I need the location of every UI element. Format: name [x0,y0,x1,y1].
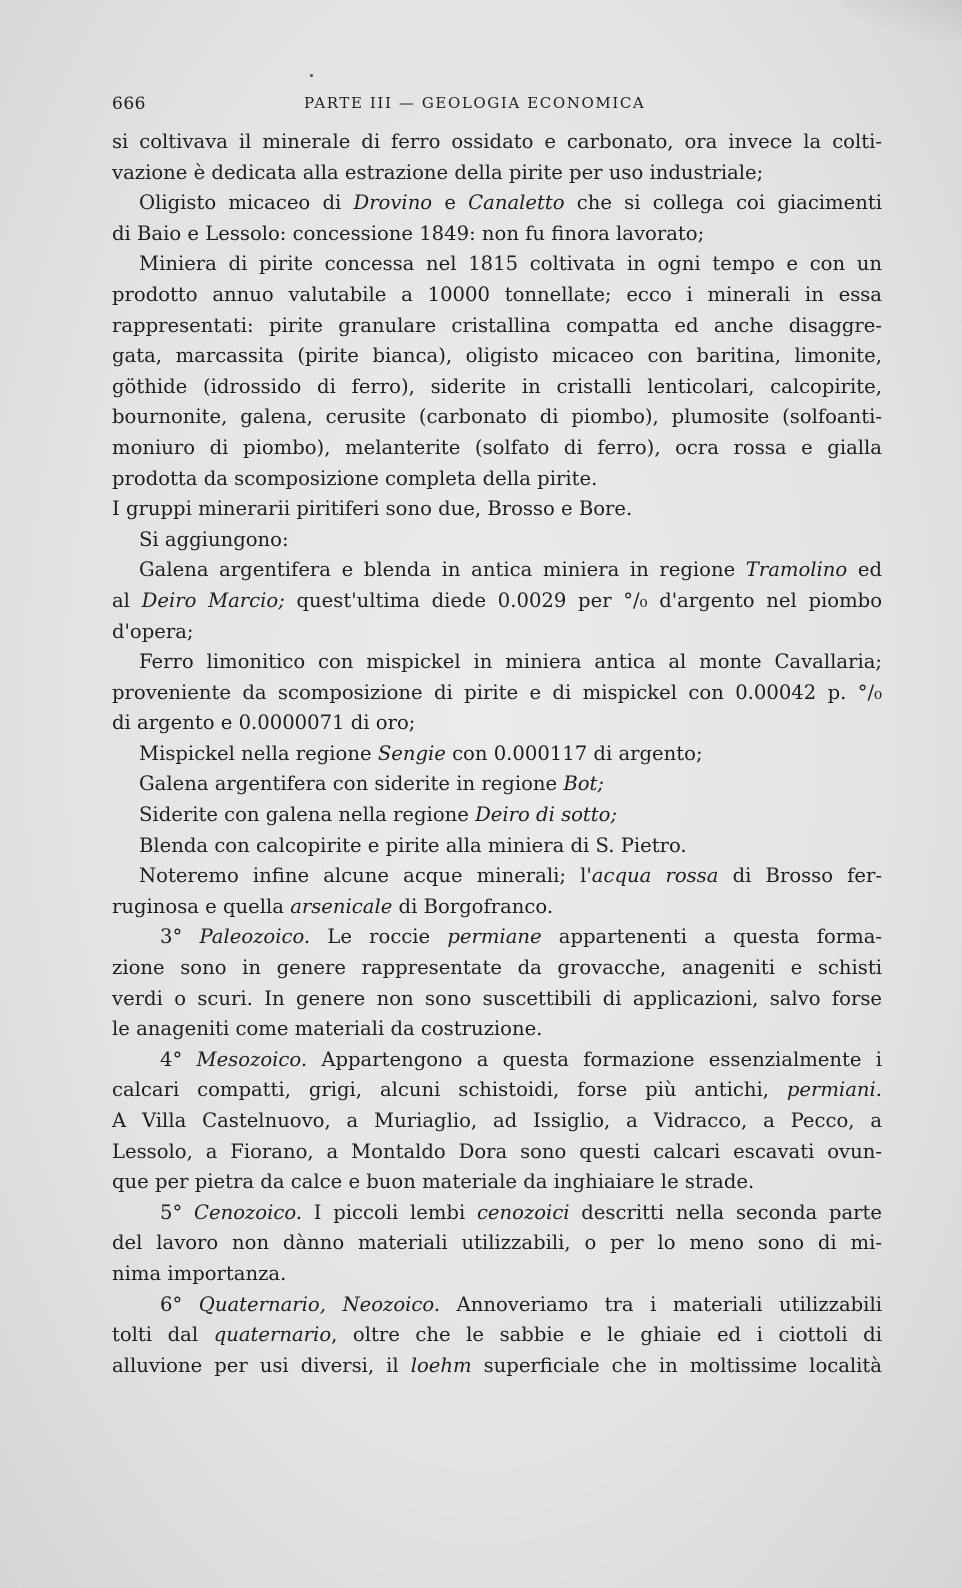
page-number: 666 [112,94,146,114]
text-line: göthide (idrossido di ferro), siderite in cristalli lenticolari, calcopirite, [112,374,882,398]
text-line: nima importanza. [112,1261,287,1285]
print-speck [310,74,313,77]
emphasis-term: quaternario [213,1323,332,1347]
text-line: que per pietra da calce e buon materiale da inghiaiare le strade. [112,1170,755,1194]
place-name: Tramolino [745,558,848,582]
text-line: tolti dal quaternario, oltre che le sabbie e le ghiaie ed i ciottoli di [112,1323,882,1347]
text-line: Ferro limonitico con mispickel in miniera antica al monte Cavallaria; [139,650,882,674]
text-line: di Baio e Lessolo: concessione 1849: non fu finora lavorato; [112,221,705,245]
text-line: Galena argentifera con siderite in regione Bot; [139,772,604,796]
section-heading: Cenozoico. [193,1200,303,1224]
running-header [112,94,882,118]
text-line: si coltivava il minerale di ferro ossidato e carbonato, ora invece la colti- [112,130,882,153]
text-line: Oligisto micaceo di Drovino e Canaletto che si collega coi giacimenti [139,191,882,215]
emphasis-term: cenozoici [476,1200,570,1224]
emphasis-term: arsenicale [290,894,393,918]
emphasis-term: permiani. [786,1078,882,1102]
running-title: PARTE III — GEOLOGIA ECONOMICA [304,94,646,112]
body-text [112,127,882,1381]
page-corner-shadow [842,0,962,40]
text-line: A Villa Castelnuovo, a Muriaglio, ad Issiglio, a Vidracco, a Pecco, a [112,1109,882,1132]
text-line: ruginosa e quella arsenicale di Borgofranco. [112,894,554,918]
text-line: proveniente da scomposizione di pirite e di mispickel con 0.00042 p. °/₀ [112,680,882,704]
text-line: Siderite con galena nella regione Deiro di sotto; [139,803,618,827]
text-line: bournonite, galena, cerusite (carbonato di piombo), plumosite (solfoanti- [112,405,882,429]
place-name: Deiro Marcio; [141,588,285,612]
place-name: Drovino [353,191,433,215]
emphasis-term: permiane [447,925,542,949]
place-name: Sengie [377,741,446,765]
text-line: Miniera di pirite concessa nel 1815 coltivata in ogni tempo e con un [139,252,882,276]
text-line: Lessolo, a Fiorano, a Montaldo Dora sono questi calcari escavati ovun- [112,1139,882,1163]
emphasis-term: loehm [410,1353,472,1377]
section-line: 5° Cenozoico. I piccoli lembi cenozoici descritti nella seconda parte [160,1200,882,1224]
section-line: 3° Paleozoico. Le roccie permiane appartenenti a questa forma- [160,925,882,949]
section-heading: Mesozoico. [196,1047,308,1071]
place-name: Bot; [563,772,604,796]
text-line: I gruppi minerarii piritiferi sono due, Brosso e Bore. [112,497,633,521]
text-line: prodotto annuo valutabile a 10000 tonnellate; ecco i minerali in essa [112,282,882,306]
section-heading: Quaternario, Neozoico. [198,1292,441,1316]
text-line: al Deiro Marcio; quest'ultima diede 0.0029 per °/₀ d'argento nel piombo [112,588,882,612]
text-line: verdi o scuri. In genere non sono suscettibili di applicazioni, salvo forse [112,986,882,1010]
text-line: d'opera; [112,619,194,643]
text-line: di argento e 0.0000071 di oro; [112,711,416,735]
section-line: 6° Quaternario, Neozoico. Annoveriamo tra i materiali utilizzabili [160,1292,882,1316]
text-line: gata, marcassita (pirite bianca), oligisto micaceo con baritina, limonite, [112,344,882,368]
section-line: 4° Mesozoico. Appartengono a questa formazione essenzialmente i [160,1047,882,1071]
text-line: Galena argentifera e blenda in antica miniera in regione Tramolino ed [139,558,882,582]
text-line: alluvione per usi diversi, il loehm superficiale che in moltissime località [112,1353,882,1377]
place-name: Deiro di sotto; [475,803,618,827]
text-line: calcari compatti, grigi, alcuni schistoidi, forse più antichi, permiani. [112,1078,882,1102]
text-line: Si aggiungono: [139,527,289,551]
text-line: rappresentati: pirite granulare cristallina compatta ed anche disaggre- [112,313,882,337]
text-line: Mispickel nella regione Sengie con 0.000117 di argento; [139,741,703,765]
text-line: vazione è dedicata alla estrazione della pirite per uso industriale; [112,160,764,184]
text-line: Blenda con calcopirite e pirite alla miniera di S. Pietro. [139,833,687,857]
place-name: Canaletto [468,191,565,215]
text-line: Noteremo infine alcune acque minerali; l'acqua rossa di Brosso fer- [139,864,882,888]
section-heading: Paleozoico. [199,925,311,949]
text-line: moniuro di piombo), melanterite (solfato di ferro), ocra rossa e gialla [112,435,882,459]
text-line: zione sono in genere rappresentate da grovacche, anageniti e schisti [112,956,882,980]
text-line: le anageniti come materiali da costruzione. [112,1017,543,1041]
text-line: del lavoro non dànno materiali utilizzabili, o per lo meno sono di mi- [112,1231,882,1255]
text-line: prodotta da scomposizione completa della pirite. [112,466,598,490]
emphasis-term: acqua rossa [591,864,719,888]
